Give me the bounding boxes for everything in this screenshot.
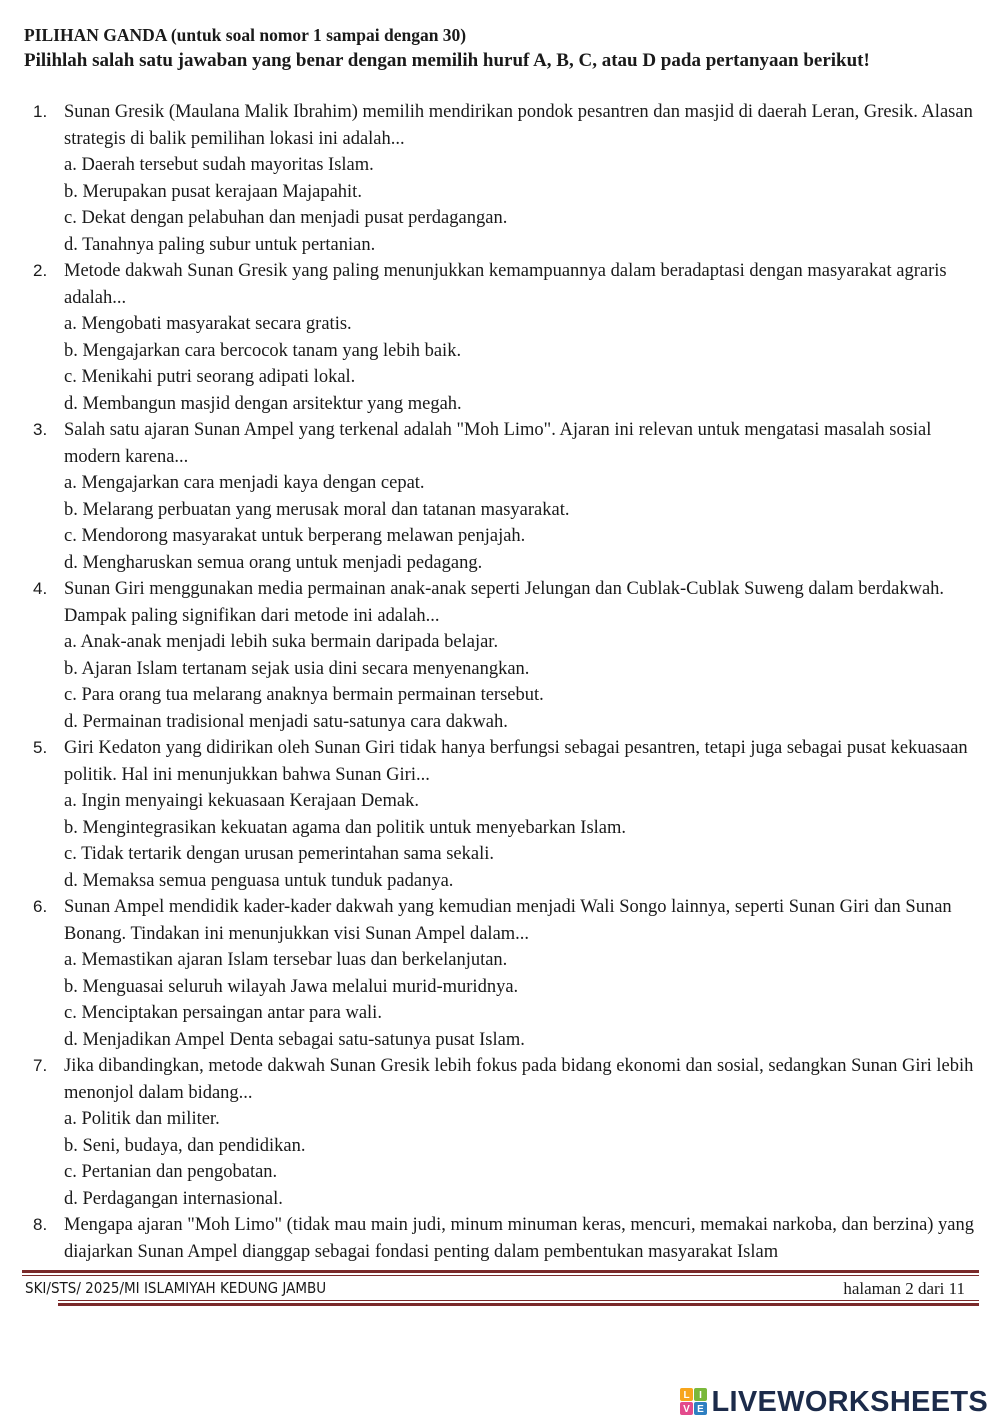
answer-option[interactable]: c. Para orang tua melarang anaknya bermain permainan tersebut. <box>64 685 544 705</box>
question-text: Salah satu ajaran Sunan Ampel yang terkenal adalah "Moh Limo". Ajaran ini relevan untuk mengatasi masalah sosial modern karena... <box>64 420 932 467</box>
answer-option[interactable]: a. Politik dan militer. <box>64 1109 220 1129</box>
answer-option[interactable]: a. Mengobati masyarakat secara gratis. <box>64 314 352 334</box>
answer-option[interactable]: c. Pertanian dan pengobatan. <box>64 1162 278 1182</box>
answer-option[interactable]: c. Menikahi putri seorang adipati lokal. <box>64 367 356 387</box>
answer-option[interactable]: c. Tidak tertarik dengan urusan pemerintahan sama sekali. <box>64 844 494 864</box>
answer-option[interactable]: c. Menciptakan persaingan antar para wali. <box>64 1003 382 1023</box>
question-number: 5. <box>33 738 48 757</box>
answer-option[interactable]: d. Perdagangan internasional. <box>64 1188 283 1209</box>
section-title-main: PILIHAN GANDA <box>24 25 167 45</box>
question-item <box>0 258 1000 417</box>
answer-option[interactable]: b. Mengajarkan cara bercocok tanam yang lebih baik. <box>64 340 462 361</box>
question-item <box>0 894 1000 1053</box>
section-title-range: (untuk soal nomor 1 sampai dengan 30) <box>166 25 467 45</box>
liveworksheets-brand <box>680 1386 989 1418</box>
answer-option[interactable]: b. Melarang perbuatan yang merusak moral dan tatanan masyarakat. <box>64 499 570 520</box>
logo-letter: V <box>682 1404 690 1415</box>
answer-option[interactable]: a. Mengajarkan cara menjadi kaya dengan cepat. <box>64 473 425 493</box>
answer-option[interactable]: a. Memastikan ajaran Islam tersebar luas dan berkelanjutan. <box>64 950 508 970</box>
answer-option[interactable]: c. Mendorong masyarakat untuk berperang melawan penjajah. <box>64 526 526 546</box>
question-item <box>0 735 1000 894</box>
logo-letter: I <box>698 1390 702 1401</box>
answer-option[interactable]: b. Merupakan pusat kerajaan Majapahit. <box>64 181 362 202</box>
footer-divider-top <box>22 1270 979 1276</box>
question-number: 8. <box>33 1215 48 1234</box>
question-text: Jika dibandingkan, metode dakwah Sunan Gresik lebih fokus pada bidang ekonomi dan sosial, sedangkan Sunan Giri lebih menonjol dalam bidang... <box>64 1056 974 1103</box>
brand-name: LIVEWORKSHEETS <box>711 1385 988 1418</box>
question-text: Sunan Giri menggunakan media permainan anak-anak seperti Jelungan dan Cublak-Cublak Suweng dalam berdakwah. Dampak paling signifikan dari metode ini adalah... <box>64 579 945 626</box>
question-text: Giri Kedaton yang didirikan oleh Sunan Giri tidak hanya berfungsi sebagai pesantren, tetapi juga sebagai pusat kekuasaan politik. Hal ini menunjukkan bahwa Sunan Giri... <box>64 738 968 785</box>
footer-divider-bottom <box>58 1300 979 1306</box>
question-item <box>0 1212 1000 1265</box>
answer-option[interactable]: d. Membangun masjid dengan arsitektur yang megah. <box>64 393 462 414</box>
question-list <box>0 99 1000 1265</box>
question-item <box>0 417 1000 576</box>
liveworksheets-logo-icon <box>680 1388 708 1416</box>
question-item <box>0 99 1000 258</box>
answer-option[interactable]: b. Seni, budaya, dan pendidikan. <box>64 1135 306 1156</box>
answer-option[interactable]: a. Anak-anak menjadi lebih suka bermain daripada belajar. <box>64 632 499 652</box>
answer-option[interactable]: b. Mengintegrasikan kekuatan agama dan politik untuk menyebarkan Islam. <box>64 817 627 838</box>
question-number: 6. <box>33 897 48 916</box>
question-item <box>0 1053 1000 1212</box>
question-text: Metode dakwah Sunan Gresik yang paling menunjukkan kemampuannya dalam beradaptasi dengan masyarakat agraris adalah... <box>64 261 947 308</box>
answer-option[interactable]: d. Menjadikan Ampel Denta sebagai satu-satunya pusat Islam. <box>64 1029 525 1050</box>
footer-exam-code: SKI/STS/ 2025/MI ISLAMIYAH KEDUNG JAMBU <box>25 1279 327 1297</box>
question-item <box>0 576 1000 735</box>
footer-page-number: halaman 2 dari 11 <box>843 1279 965 1298</box>
logo-letter: E <box>696 1404 704 1415</box>
instructions: Pilihlah salah satu jawaban yang benar dengan memilih huruf A, B, C, atau D pada pertanyaan berikut! <box>24 50 870 71</box>
question-text: Mengapa ajaran "Moh Limo" (tidak mau main judi, minum minuman keras, mencuri, memakai narkoba, dan berzina) yang diajarkan Sunan Ampel dianggap sebagai fondasi penting dalam pembentukan masyarakat Islam <box>64 1215 975 1262</box>
question-number: 1. <box>33 102 48 121</box>
question-text: Sunan Gresik (Maulana Malik Ibrahim) memilih mendirikan pondok pesantren dan masjid di daerah Leran, Gresik. Alasan strategis di balik pemilihan lokasi ini adalah... <box>64 102 973 149</box>
logo-letter: L <box>682 1390 690 1401</box>
answer-option[interactable]: d. Mengharuskan semua orang untuk menjadi pedagang. <box>64 552 483 573</box>
answer-option[interactable]: a. Ingin menyaingi kekuasaan Kerajaan Demak. <box>64 791 419 811</box>
question-number: 4. <box>33 579 48 598</box>
section-title <box>24 25 466 46</box>
question-number: 3. <box>33 420 48 439</box>
answer-option[interactable]: b. Menguasai seluruh wilayah Jawa melalui murid-muridnya. <box>64 976 519 997</box>
answer-option[interactable]: d. Tanahnya paling subur untuk pertanian. <box>64 234 376 255</box>
question-number: 2. <box>33 261 48 280</box>
question-text: Sunan Ampel mendidik kader-kader dakwah yang kemudian menjadi Wali Songo lainnya, seperti Sunan Giri dan Sunan Bonang. Tindakan ini menunjukkan visi Sunan Ampel dalam... <box>64 897 952 944</box>
answer-option[interactable]: d. Permainan tradisional menjadi satu-satunya cara dakwah. <box>64 711 508 732</box>
answer-option[interactable]: c. Dekat dengan pelabuhan dan menjadi pusat perdagangan. <box>64 208 508 228</box>
question-number: 7. <box>33 1056 48 1075</box>
answer-option[interactable]: b. Ajaran Islam tertanam sejak usia dini secara menyenangkan. <box>64 658 530 679</box>
answer-option[interactable]: a. Daerah tersebut sudah mayoritas Islam. <box>64 155 374 175</box>
answer-option[interactable]: d. Memaksa semua penguasa untuk tunduk padanya. <box>64 870 454 891</box>
